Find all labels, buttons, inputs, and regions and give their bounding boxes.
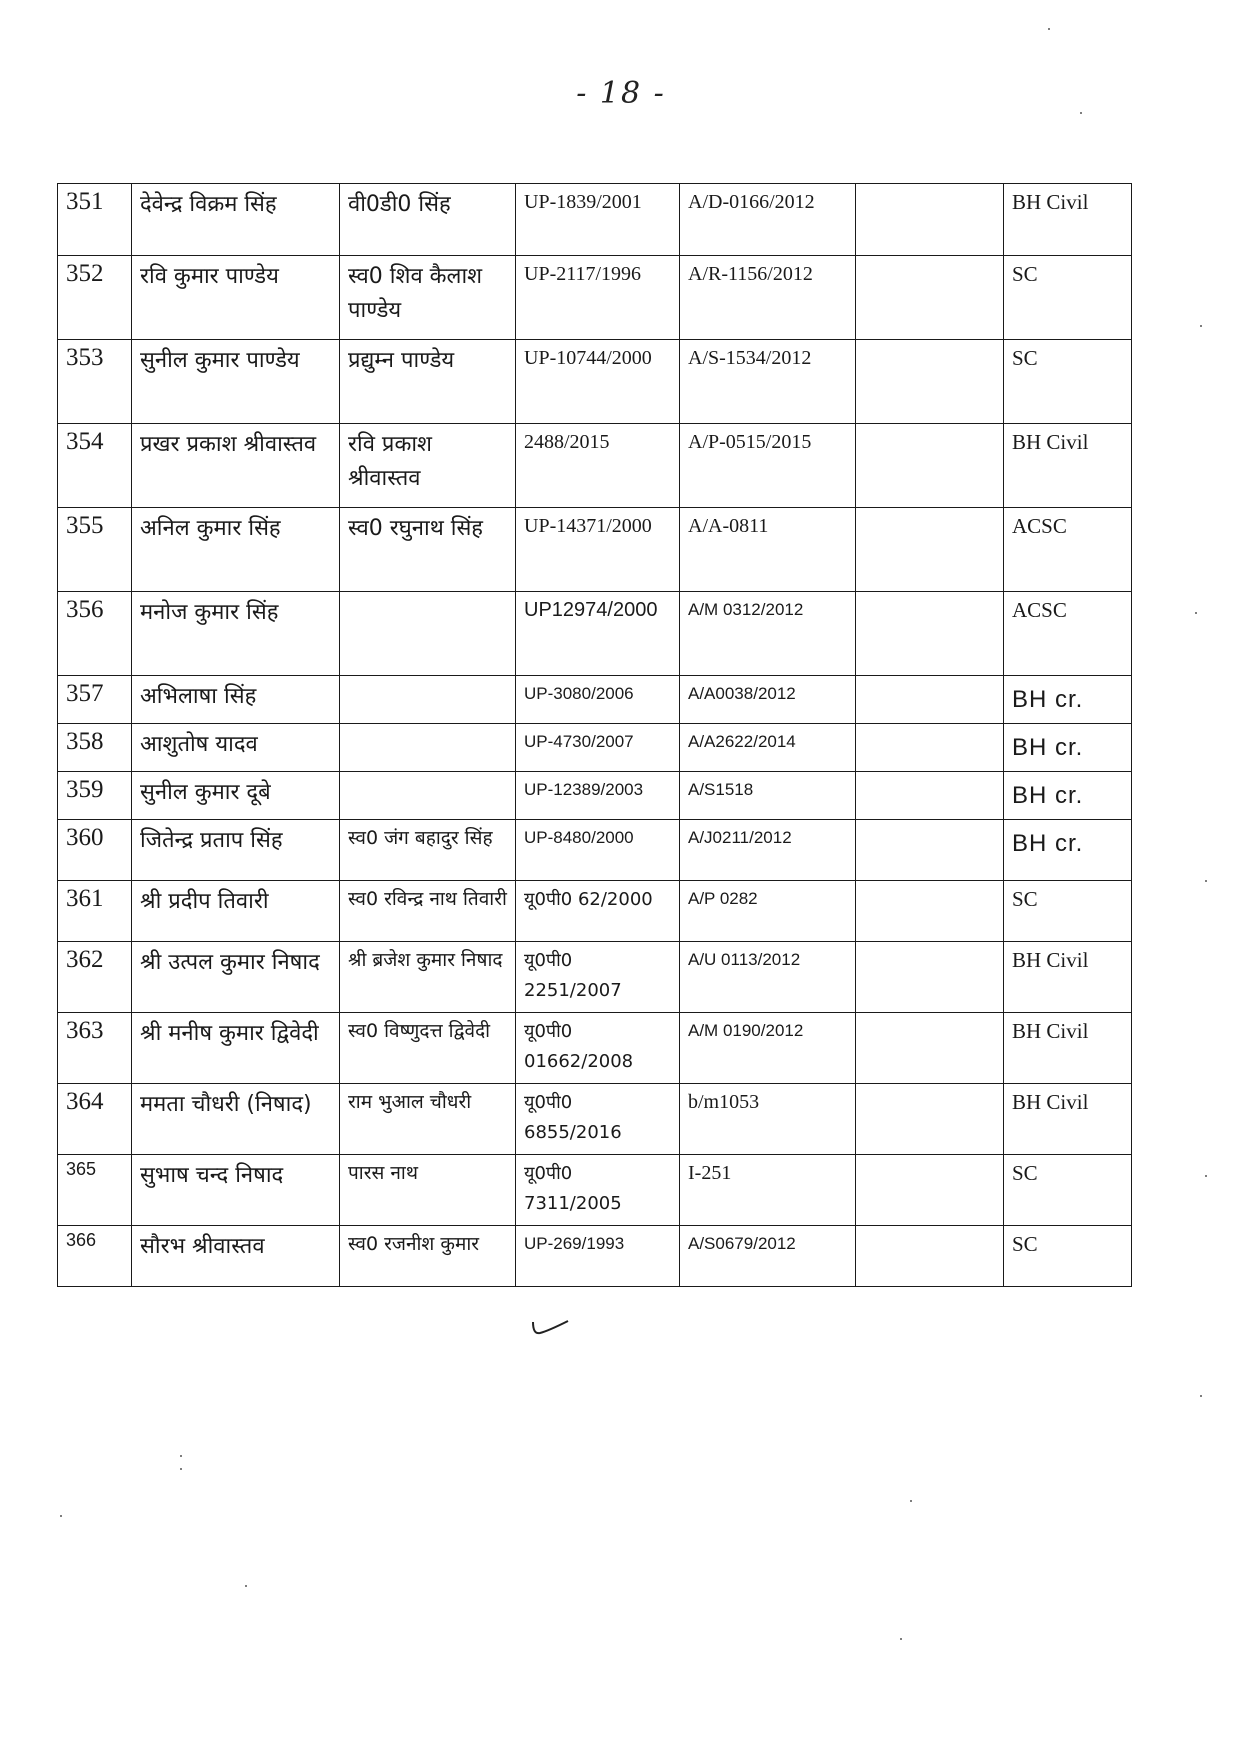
cop-number-cell: A/A0038/2012 xyxy=(680,676,856,724)
name-cell: अनिल कुमार सिंह xyxy=(132,508,340,592)
serial-number-cell: 362 xyxy=(58,942,132,1013)
cop-number-cell: A/U 0113/2012 xyxy=(680,942,856,1013)
serial-number-cell: 354 xyxy=(58,424,132,508)
cop-number-cell: A/M 0312/2012 xyxy=(680,592,856,676)
name-cell: सौरभ श्रीवास्तव xyxy=(132,1226,340,1287)
enrollment-number-cell: UP-14371/2000 xyxy=(516,508,680,592)
enrollment-number-cell: UP-269/1993 xyxy=(516,1226,680,1287)
serial-number-cell: 353 xyxy=(58,340,132,424)
court-cell: BH cr. xyxy=(1004,676,1132,724)
father-name-cell xyxy=(340,772,516,820)
cop-number-cell: A/S-1534/2012 xyxy=(680,340,856,424)
table-row xyxy=(58,772,1132,820)
court-cell: BH Civil xyxy=(1004,184,1132,256)
court-cell: SC xyxy=(1004,340,1132,424)
enrollment-number-cell: 2488/2015 xyxy=(516,424,680,508)
name-cell: सुनील कुमार पाण्डेय xyxy=(132,340,340,424)
table-row xyxy=(58,256,1132,340)
blank-cell xyxy=(856,340,1004,424)
name-cell: देवेन्द्र विक्रम सिंह xyxy=(132,184,340,256)
father-name-cell: वी0डी0 सिंह xyxy=(340,184,516,256)
enrollment-number-cell: यू0पी0 2251/2007 xyxy=(516,942,680,1013)
page-number: - 18 - xyxy=(576,76,666,111)
serial-number-cell: 357 xyxy=(58,676,132,724)
cop-number-cell: b/m1053 xyxy=(680,1084,856,1155)
table-row xyxy=(58,1226,1132,1287)
serial-number-cell: 365 xyxy=(58,1155,132,1226)
name-cell: आशुतोष यादव xyxy=(132,724,340,772)
blank-cell xyxy=(856,424,1004,508)
enrollment-number-cell: UP12974/2000 xyxy=(516,592,680,676)
name-cell: प्रखर प्रकाश श्रीवास्तव xyxy=(132,424,340,508)
table-row xyxy=(58,724,1132,772)
blank-cell xyxy=(856,1155,1004,1226)
cop-number-cell: A/J0211/2012 xyxy=(680,820,856,881)
court-cell: ACSC xyxy=(1004,592,1132,676)
father-name-cell: पारस नाथ xyxy=(340,1155,516,1226)
father-name-cell: श्री ब्रजेश कुमार निषाद xyxy=(340,942,516,1013)
table-row xyxy=(58,592,1132,676)
blank-cell xyxy=(856,1084,1004,1155)
court-cell: ACSC xyxy=(1004,508,1132,592)
name-cell: ममता चौधरी (निषाद) xyxy=(132,1084,340,1155)
table-row xyxy=(58,820,1132,881)
blank-cell xyxy=(856,1226,1004,1287)
blank-cell xyxy=(856,1013,1004,1084)
serial-number-cell: 360 xyxy=(58,820,132,881)
cop-number-cell: A/R-1156/2012 xyxy=(680,256,856,340)
father-name-cell: स्व0 विष्णुदत्त द्विवेदी xyxy=(340,1013,516,1084)
father-name-cell: स्व0 रविन्द्र नाथ तिवारी xyxy=(340,881,516,942)
table-row xyxy=(58,676,1132,724)
court-cell: BH Civil xyxy=(1004,1013,1132,1084)
cop-number-cell: A/M 0190/2012 xyxy=(680,1013,856,1084)
blank-cell xyxy=(856,592,1004,676)
enrollment-number-cell: यू0पी0 7311/2005 xyxy=(516,1155,680,1226)
father-name-cell xyxy=(340,724,516,772)
father-name-cell xyxy=(340,676,516,724)
court-cell: BH cr. xyxy=(1004,724,1132,772)
cop-number-cell: A/A-0811 xyxy=(680,508,856,592)
serial-number-cell: 355 xyxy=(58,508,132,592)
father-name-cell: रवि प्रकाश श्रीवास्तव xyxy=(340,424,516,508)
blank-cell xyxy=(856,184,1004,256)
father-name-cell: स्व0 रजनीश कुमार xyxy=(340,1226,516,1287)
cop-number-cell: A/P 0282 xyxy=(680,881,856,942)
blank-cell xyxy=(856,256,1004,340)
name-cell: सुनील कुमार दूबे xyxy=(132,772,340,820)
court-cell: BH cr. xyxy=(1004,820,1132,881)
advocate-records-table xyxy=(57,183,1132,1287)
enrollment-number-cell: UP-12389/2003 xyxy=(516,772,680,820)
enrollment-number-cell: UP-4730/2007 xyxy=(516,724,680,772)
blank-cell xyxy=(856,676,1004,724)
court-cell: BH Civil xyxy=(1004,1084,1132,1155)
name-cell: सुभाष चन्द निषाद xyxy=(132,1155,340,1226)
court-cell: SC xyxy=(1004,1155,1132,1226)
name-cell: श्री मनीष कुमार द्विवेदी xyxy=(132,1013,340,1084)
cop-number-cell: A/D-0166/2012 xyxy=(680,184,856,256)
enrollment-number-cell: यू0पी0 62/2000 xyxy=(516,881,680,942)
serial-number-cell: 351 xyxy=(58,184,132,256)
father-name-cell: स्व0 जंग बहादुर सिंह xyxy=(340,820,516,881)
enrollment-number-cell: UP-2117/1996 xyxy=(516,256,680,340)
table-row xyxy=(58,1013,1132,1084)
enrollment-number-cell: यू0पी0 6855/2016 xyxy=(516,1084,680,1155)
court-cell: BH Civil xyxy=(1004,424,1132,508)
cop-number-cell: A/S1518 xyxy=(680,772,856,820)
father-name-cell: स्व0 रघुनाथ सिंह xyxy=(340,508,516,592)
court-cell: SC xyxy=(1004,1226,1132,1287)
serial-number-cell: 352 xyxy=(58,256,132,340)
name-cell: श्री उत्पल कुमार निषाद xyxy=(132,942,340,1013)
name-cell: रवि कुमार पाण्डेय xyxy=(132,256,340,340)
enrollment-number-cell: UP-1839/2001 xyxy=(516,184,680,256)
cop-number-cell: I-251 xyxy=(680,1155,856,1226)
cop-number-cell: A/A2622/2014 xyxy=(680,724,856,772)
serial-number-cell: 364 xyxy=(58,1084,132,1155)
serial-number-cell: 356 xyxy=(58,592,132,676)
father-name-cell: प्रद्युम्न पाण्डेय xyxy=(340,340,516,424)
blank-cell xyxy=(856,881,1004,942)
blank-cell xyxy=(856,772,1004,820)
court-cell: BH Civil xyxy=(1004,942,1132,1013)
court-cell: BH cr. xyxy=(1004,772,1132,820)
blank-cell xyxy=(856,508,1004,592)
blank-cell xyxy=(856,724,1004,772)
cop-number-cell: A/P-0515/2015 xyxy=(680,424,856,508)
enrollment-number-cell: यू0पी0 01662/2008 xyxy=(516,1013,680,1084)
serial-number-cell: 359 xyxy=(58,772,132,820)
name-cell: मनोज कुमार सिंह xyxy=(132,592,340,676)
serial-number-cell: 361 xyxy=(58,881,132,942)
name-cell: जितेन्द्र प्रताप सिंह xyxy=(132,820,340,881)
table-row xyxy=(58,1084,1132,1155)
table-row xyxy=(58,881,1132,942)
table-row xyxy=(58,424,1132,508)
table-row xyxy=(58,340,1132,424)
cop-number-cell: A/S0679/2012 xyxy=(680,1226,856,1287)
father-name-cell: राम भुआल चौधरी xyxy=(340,1084,516,1155)
tick-mark xyxy=(530,1318,570,1338)
blank-cell xyxy=(856,942,1004,1013)
enrollment-number-cell: UP-10744/2000 xyxy=(516,340,680,424)
table-row xyxy=(58,1155,1132,1226)
table-row xyxy=(58,508,1132,592)
table-row xyxy=(58,184,1132,256)
table-row xyxy=(58,942,1132,1013)
blank-cell xyxy=(856,820,1004,881)
serial-number-cell: 366 xyxy=(58,1226,132,1287)
court-cell: SC xyxy=(1004,256,1132,340)
serial-number-cell: 358 xyxy=(58,724,132,772)
father-name-cell xyxy=(340,592,516,676)
name-cell: श्री प्रदीप तिवारी xyxy=(132,881,340,942)
name-cell: अभिलाषा सिंह xyxy=(132,676,340,724)
enrollment-number-cell: UP-8480/2000 xyxy=(516,820,680,881)
serial-number-cell: 363 xyxy=(58,1013,132,1084)
enrollment-number-cell: UP-3080/2006 xyxy=(516,676,680,724)
father-name-cell: स्व0 शिव कैलाश पाण्डेय xyxy=(340,256,516,340)
court-cell: SC xyxy=(1004,881,1132,942)
